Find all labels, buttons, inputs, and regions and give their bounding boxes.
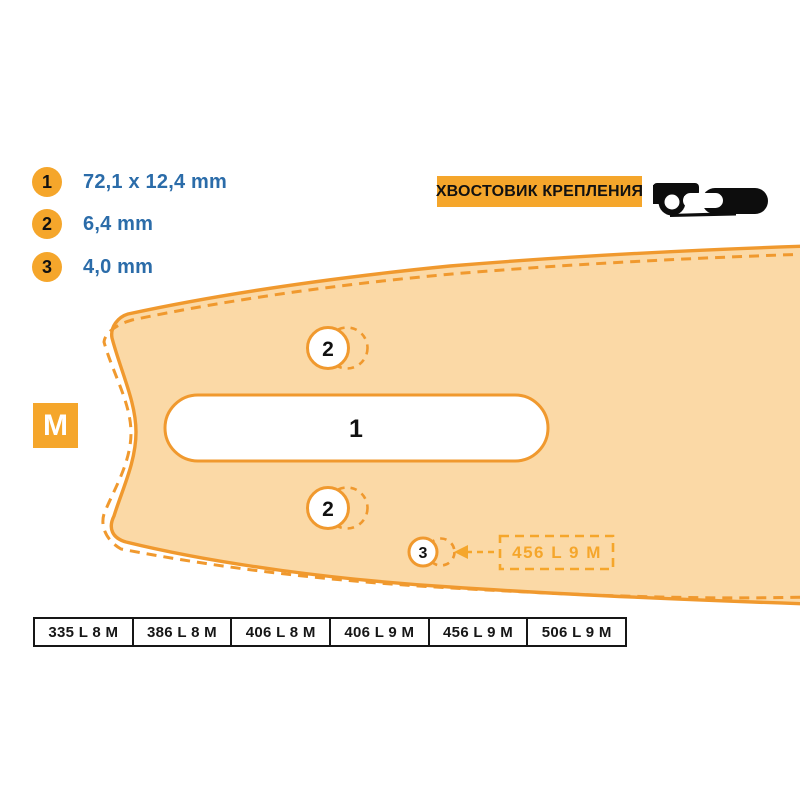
legend-item-2 — [32, 209, 153, 239]
top-hole-label: 2 — [322, 338, 334, 361]
legend-value-3: 4,0 mm — [83, 255, 154, 278]
mount-type-badge: M — [33, 403, 78, 448]
size-cell-4: 406 L 9 M — [331, 619, 430, 645]
callout-label: 456 L 9 M — [512, 543, 602, 562]
legend-value-2: 6,4 mm — [83, 212, 154, 235]
size-cell-1: 335 L 8 M — [35, 619, 134, 645]
mount-slot-label: 1 — [349, 415, 363, 443]
legend-value-1: 72,1 x 12,4 mm — [83, 170, 228, 193]
legend-item-1 — [32, 167, 227, 197]
chainsaw-bar-icon — [650, 170, 768, 220]
size-cell-5: 456 L 9 M — [430, 619, 529, 645]
bottom-hole-label: 2 — [322, 498, 334, 521]
bar-size-table — [33, 617, 627, 647]
small-hole-label: 3 — [418, 545, 428, 562]
legend-badge-3: 3 — [32, 252, 62, 282]
legend-badge-1: 1 — [32, 167, 62, 197]
legend-item-3 — [32, 252, 153, 282]
mount-tail-title: ХВОСТОВИК КРЕПЛЕНИЯ — [437, 176, 642, 207]
legend-badge-2: 2 — [32, 209, 62, 239]
size-cell-3: 406 L 8 M — [232, 619, 331, 645]
size-cell-2: 386 L 8 M — [134, 619, 233, 645]
size-cell-6: 506 L 9 M — [541, 623, 612, 641]
